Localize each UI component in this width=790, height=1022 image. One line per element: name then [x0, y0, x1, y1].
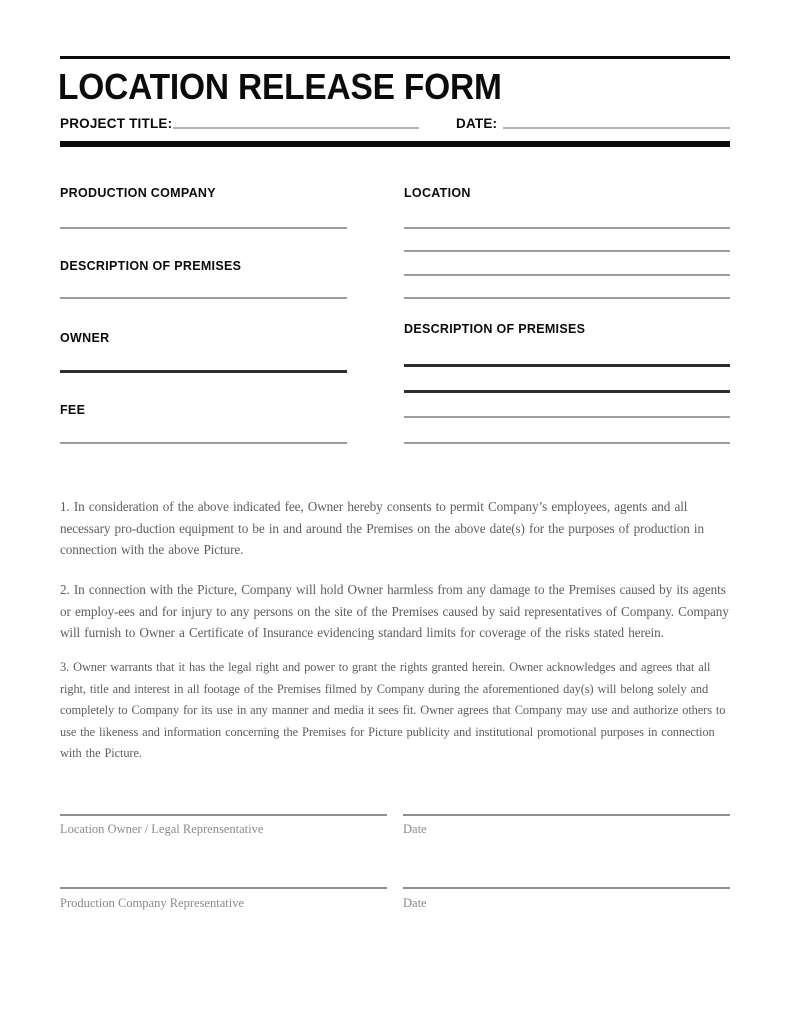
- owner-date-line[interactable]: [403, 814, 730, 816]
- description-of-premises-right-input-line-1[interactable]: [404, 364, 730, 367]
- owner-input-line[interactable]: [60, 370, 347, 373]
- location-input-line-1[interactable]: [404, 227, 730, 229]
- date-label: DATE:: [456, 116, 498, 131]
- description-of-premises-right-input-line-4[interactable]: [404, 442, 730, 444]
- project-title-input-line[interactable]: [173, 127, 419, 129]
- top-rule: [60, 56, 730, 59]
- description-of-premises-right-input-line-3[interactable]: [404, 416, 730, 418]
- header-divider-rule: [60, 141, 730, 147]
- location-input-line-4[interactable]: [404, 297, 730, 299]
- owner-signature-line[interactable]: [60, 814, 387, 816]
- description-of-premises-left-input-line[interactable]: [60, 297, 347, 299]
- location-input-line-3[interactable]: [404, 274, 730, 276]
- company-date-line[interactable]: [403, 887, 730, 889]
- owner-date-caption: Date: [403, 822, 427, 836]
- company-signature-caption: Production Company Representative: [60, 896, 244, 910]
- clause-3: 3. Owner warrants that it has the legal right and power to grant the rights granted herein. Owner acknowledges and agrees that all right, title and interest in all footage of the Premises filmed by Company during the aforementioned day(s) will belong solely and completely to Company for its use in any manner and media it sees fit. Owner agrees that Company may use and authorize others to use the likeness and information concerning the Premises for Picture publicity and institutional promotional purposes in connection with the Picture.: [60, 660, 726, 761]
- description-of-premises-right-label: DESCRIPTION OF PREMISES: [404, 322, 586, 336]
- location-label: LOCATION: [404, 186, 471, 200]
- description-of-premises-right-input-line-2[interactable]: [404, 390, 730, 393]
- date-input-line[interactable]: [503, 127, 730, 129]
- production-company-label: PRODUCTION COMPANY: [60, 186, 216, 200]
- clause-2: 2. In connection with the Picture, Company will hold Owner harmless from any damage to the Premises caused by its agents or employ-ees and for injury to any persons on the site of the Premises caused by said representatives of Company. Company will furnish to Owner a Certificate of Insurance evidencing standard limits for coverage of the risks stated herein.: [60, 582, 729, 641]
- owner-label: OWNER: [60, 331, 110, 345]
- description-of-premises-left-label: DESCRIPTION OF PREMISES: [60, 259, 242, 273]
- project-title-label: PROJECT TITLE:: [60, 116, 173, 131]
- company-signature-line[interactable]: [60, 887, 387, 889]
- clause-1: 1. In consideration of the above indicated fee, Owner hereby consents to permit Company’s employees, agents and all necessary pro-duction equipment to be in and around the Premises on the above date(s) for the purposes of production in connection with the above Picture.: [60, 499, 704, 558]
- fee-label: FEE: [60, 403, 86, 417]
- production-company-input-line[interactable]: [60, 227, 347, 229]
- owner-signature-caption: Location Owner / Legal Reprensentative: [60, 822, 264, 836]
- location-input-line-2[interactable]: [404, 250, 730, 252]
- company-date-caption: Date: [403, 896, 427, 910]
- form-title: LOCATION RELEASE FORM: [58, 66, 502, 107]
- fee-input-line[interactable]: [60, 442, 347, 444]
